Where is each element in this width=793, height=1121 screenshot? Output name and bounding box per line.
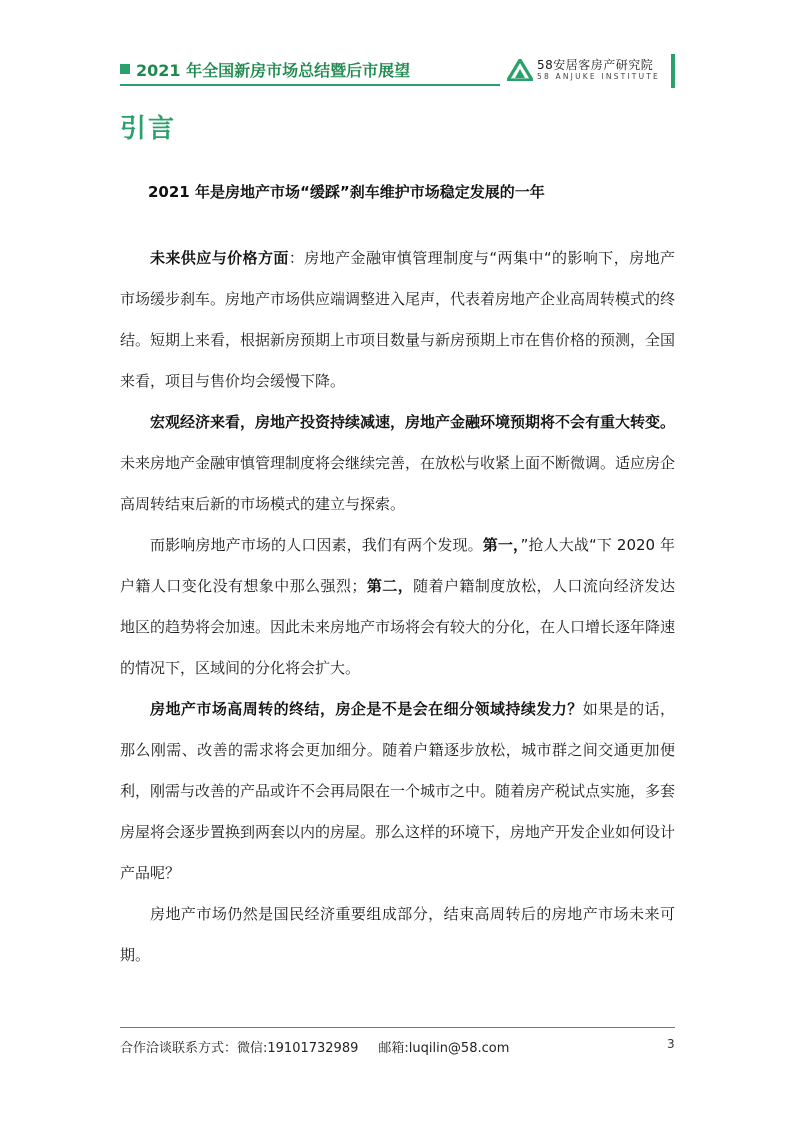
paragraph-bold: 第一， [482, 536, 521, 554]
paragraph-population [120, 525, 675, 689]
anjuke-logo-icon [507, 59, 533, 81]
institute-logo [505, 54, 675, 88]
contact-email: 邮箱:luqilin@58.com [378, 1041, 510, 1056]
logo-name-en: 58 ANJUKE INSTITUTE [537, 72, 660, 81]
logo-accent-bar [671, 54, 675, 88]
footer-contact [120, 1037, 509, 1056]
lead-heading: 2021 年是房地产市场“缓踩”刹车维护市场稳定发展的一年 [148, 183, 545, 201]
page-header [120, 54, 675, 88]
paragraph-text: 如果是的话，那么刚需、改善的需求将会更加细分。随着户籍逐步放松，城市群之间交通更加便利，刚需与改善的产品或许不会再局限在一个城市之中。随着房产税试点实施，多套房屋将会逐步置换到两套以内的房屋。那么这样的环境下，房地产开发企业如何设计产品呢？ [120, 700, 676, 882]
paragraph-text: 随着户籍制度放松，人口流向经济发达地区的趋势将会加速。因此未来房地产市场将会有较大的分化，在人口增长逐年降速的情况下，区域间的分化将会扩大。 [120, 577, 676, 677]
paragraph-bold: 房地产市场高周转的终结，房企是不是会在细分领域持续发力？ [150, 700, 583, 718]
paragraph-text: 而影响房地产市场的人口因素，我们有两个发现。 [150, 536, 483, 554]
logo-name-cn: 58安居客房产研究院 [537, 58, 654, 72]
header-square-icon [120, 64, 130, 74]
paragraph-bold: 宏观经济来看，房地产投资持续减速，房地产金融环境预期将不会有重大转变。 [150, 413, 676, 431]
paragraph-text: 未来房地产金融审慎管理制度将会继续完善，在放松与收紧上面不断微调。适应房企高周转结束后新的市场模式的建立与探索。 [120, 454, 676, 513]
paragraph-conclusion [120, 894, 675, 976]
report-title: 2021 年全国新房市场总结暨后市展望 [136, 61, 411, 80]
header-divider [120, 84, 500, 86]
paragraph-turnover [120, 689, 675, 894]
paragraph-supply-price [120, 238, 675, 402]
footer-divider [120, 1027, 675, 1028]
paragraph-text: ”抢人大战“下 2020 年户籍人口变化没有想象中那么强烈； [120, 536, 675, 595]
page-number: 3 [667, 1037, 675, 1051]
section-title: 引言 [120, 114, 177, 144]
paragraph-bold: 未来供应与价格方面 [150, 249, 289, 267]
paragraph-text: 房地产市场仍然是国民经济重要组成部分，结束高周转后的房地产市场未来可期。 [120, 905, 675, 964]
paragraph-bold: 第二， [366, 577, 414, 595]
contact-wechat: 合作洽谈联系方式：微信:19101732989 [120, 1041, 359, 1056]
paragraph-text: ：房地产金融审慎管理制度与“两集中“的影响下，房地产市场缓步刹车。房地产市场供应端调整进入尾声，代表着房地产企业高周转模式的终结。短期上来看，根据新房预期上市项目数量与新房预期上市在售价格的预测，全国来看，项目与售价均会缓慢下降。 [120, 249, 676, 390]
paragraph-macro [120, 402, 675, 525]
body-text [120, 238, 675, 976]
